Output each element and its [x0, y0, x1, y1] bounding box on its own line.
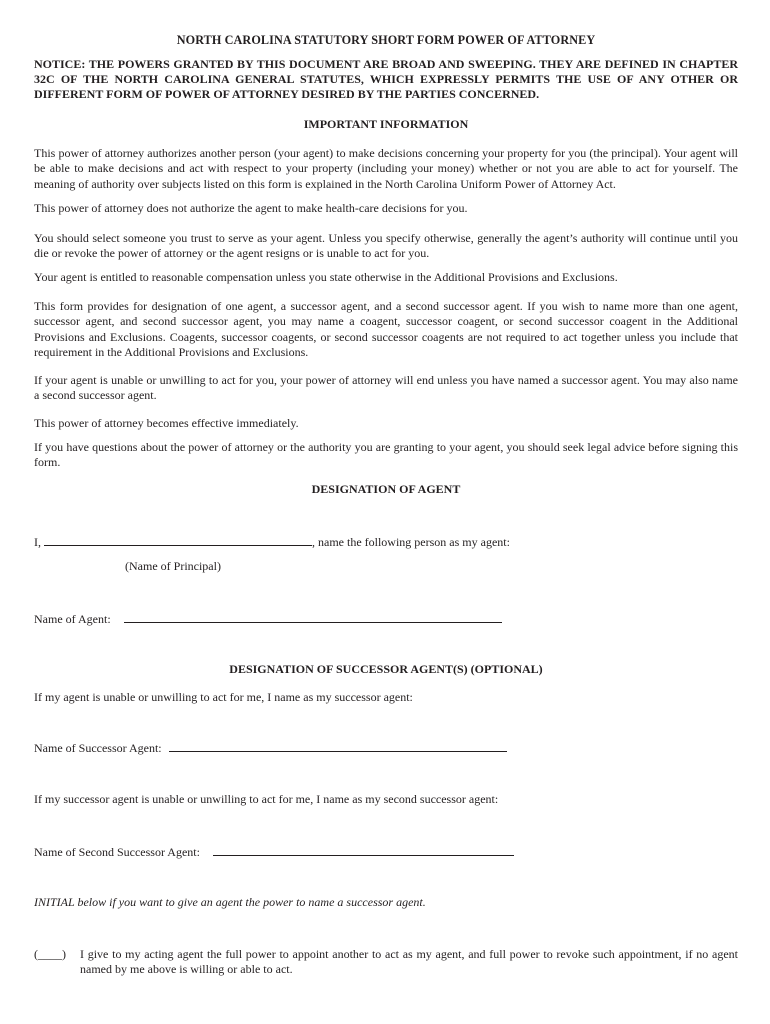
designation-of-agent-heading: DESIGNATION OF AGENT	[311, 482, 461, 496]
paragraph-select-agent: You should select someone you trust to serve as your agent. Unless you specify otherwise, generally the agent’s authority will continue until you die or revoke the power of attorney or the agent resigns or is unable to act for you.	[34, 231, 738, 261]
agent-label: Name of Agent:	[34, 612, 111, 626]
important-information-heading: IMPORTANT INFORMATION	[303, 117, 469, 131]
agent-line	[34, 611, 502, 627]
second-successor-name-field[interactable]	[213, 844, 514, 856]
principal-suffix: , name the following person as my agent:	[312, 535, 510, 549]
successor-heading: DESIGNATION OF SUCCESSOR AGENT(S) (OPTIONAL)	[229, 662, 543, 676]
initial-statement: I give to my acting agent the full power to appoint another to act as my agent, and full power to revoke such appointment, if no agent named by me above is willing or able to act.	[80, 947, 738, 977]
successor-label: Name of Successor Agent:	[34, 741, 162, 755]
notice-text: NOTICE: THE POWERS GRANTED BY THIS DOCUMENT ARE BROAD AND SWEEPING. THEY ARE DEFINED IN CHAPTER 32C OF THE NORTH CAROLINA GENERAL STATUTES, WHICH EXPRESSLY PERMITS THE USE OF ANY OTHER OR DIFFERENT FORM OF POWER OF ATTORNEY DESIRED BY THE PARTIES CONCERNED.	[34, 57, 738, 102]
paragraph-designation-form: This form provides for designation of one agent, a successor agent, and a second successor agent. If you wish to name more than one agent, successor agent, and second successor agent, you may name a coagent, successor coagent, or second successor coagent in the Additional Provisions and Exclusions. Coagents, successor coagents, or second successor coagents are not required to act together unless you include that requirement in the Additional Provisions and Exclusions.	[34, 299, 738, 360]
second-successor-line	[34, 844, 514, 860]
paragraph-legal-advice: If you have questions about the power of attorney or the authority you are granting to your agent, you should seek legal advice before signing this form.	[34, 440, 738, 470]
successor-line	[34, 740, 507, 756]
initial-instruction: INITIAL below if you want to give an agent the power to name a successor agent.	[34, 895, 426, 909]
initial-box[interactable]: (____)	[34, 947, 66, 961]
successor-name-field[interactable]	[169, 740, 507, 752]
paragraph-successor: If your agent is unable or unwilling to act for you, your power of attorney will end unless you have named a successor agent. You may also name a second successor agent.	[34, 373, 738, 403]
second-successor-label: Name of Second Successor Agent:	[34, 845, 200, 859]
paragraph-health-care: This power of attorney does not authorize the agent to make health-care decisions for you.	[34, 201, 468, 215]
principal-name-field[interactable]	[44, 534, 312, 546]
principal-prefix: I,	[34, 535, 41, 549]
document-title: NORTH CAROLINA STATUTORY SHORT FORM POWER OF ATTORNEY	[176, 33, 596, 47]
second-successor-intro: If my successor agent is unable or unwilling to act for me, I name as my second successor agent:	[34, 792, 499, 806]
paragraph-authorization: This power of attorney authorizes another person (your agent) to make decisions concerning your property for you (the principal). Your agent will be able to make decisions and act with respect to your property (including your money) whether or not you are able to act for yourself. The meaning of authority over subjects listed on this form is explained in the North Carolina Uniform Power of Attorney Act.	[34, 146, 738, 191]
principal-line	[34, 534, 510, 550]
principal-caption: (Name of Principal)	[125, 559, 221, 573]
paragraph-effective: This power of attorney becomes effective immediately.	[34, 416, 299, 430]
paragraph-compensation: Your agent is entitled to reasonable compensation unless you state otherwise in the Additional Provisions and Exclusions.	[34, 270, 618, 284]
agent-name-field[interactable]	[124, 611, 502, 623]
successor-intro: If my agent is unable or unwilling to act for me, I name as my successor agent:	[34, 690, 413, 704]
document-page	[34, 0, 738, 1024]
